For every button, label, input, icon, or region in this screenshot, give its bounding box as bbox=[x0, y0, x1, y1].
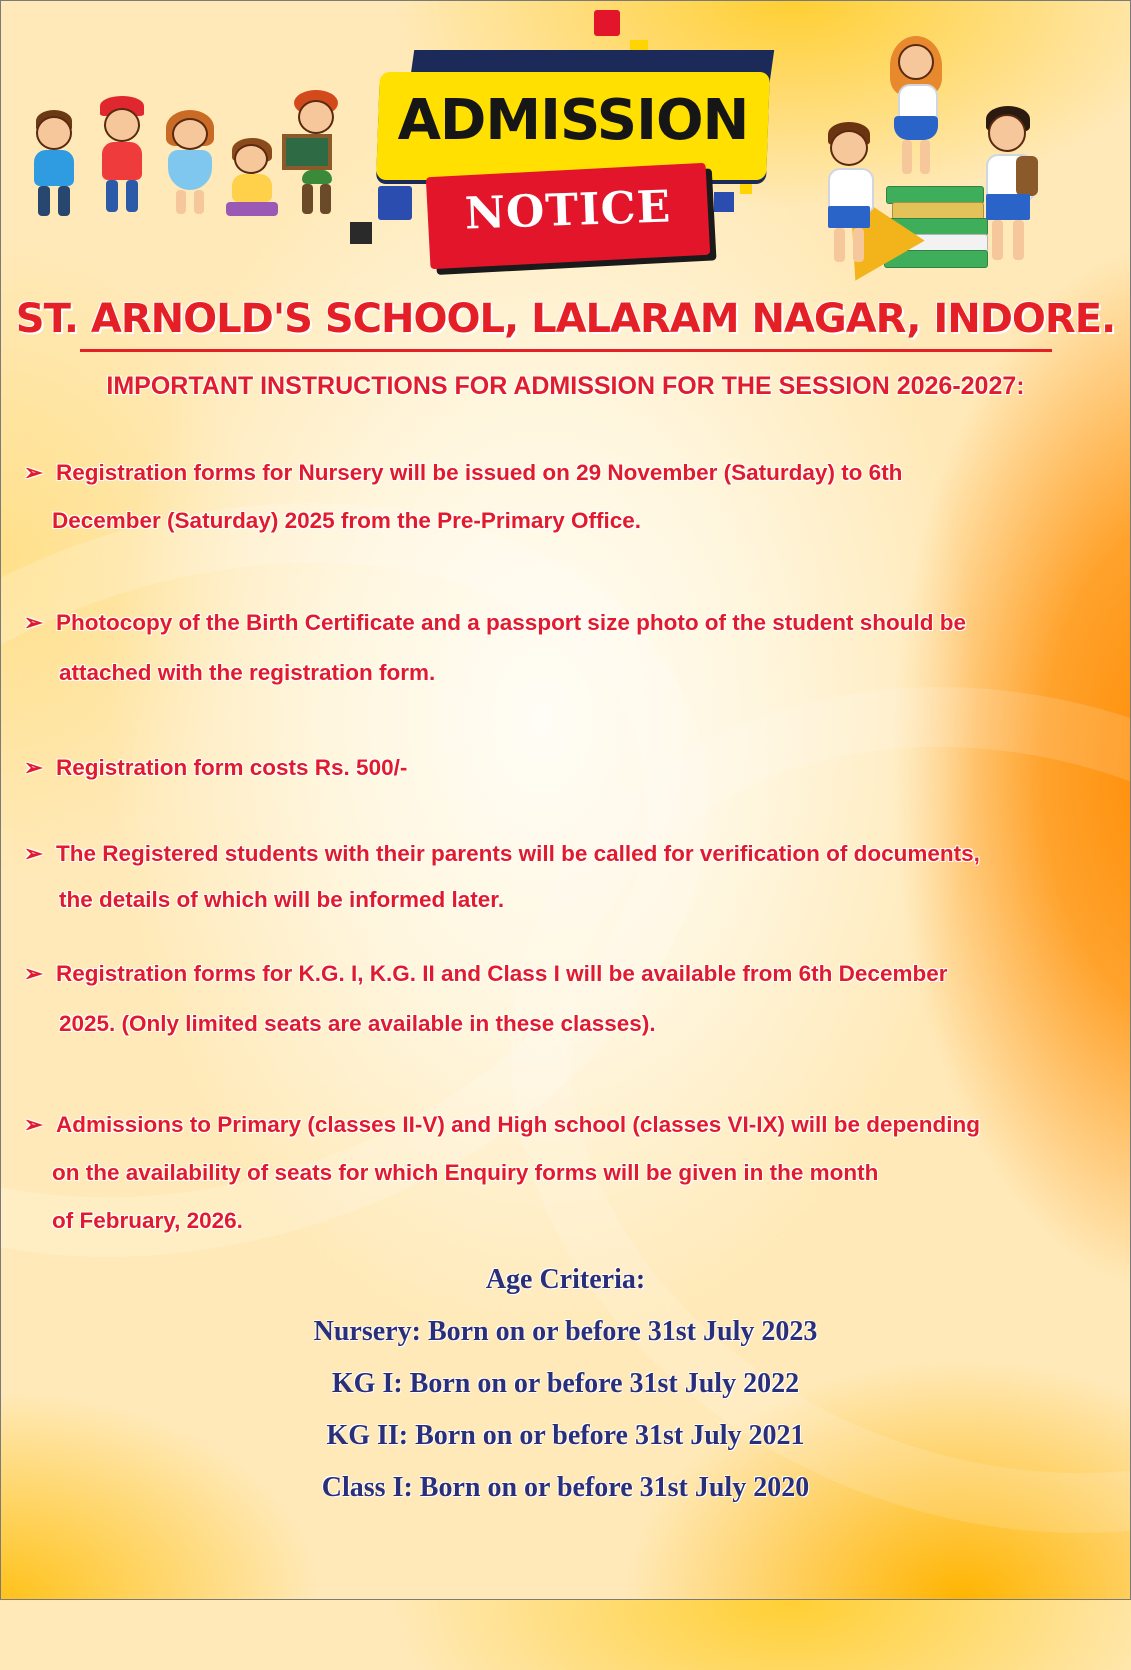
item-text: The Registered students with their parents will be called for verification of documents, bbox=[56, 841, 980, 866]
school-name: ST. ARNOLD'S SCHOOL, LALARAM NAGAR, INDORE. bbox=[15, 296, 1116, 342]
decor-square bbox=[714, 192, 734, 212]
decor-square bbox=[740, 182, 752, 194]
age-criteria-row: KG II: Born on or before 31st July 2021 bbox=[326, 1420, 805, 1451]
item-text: Registration forms for Nursery will be issued on 29 November (Saturday) to 6th bbox=[56, 460, 903, 485]
age-criteria-heading: Age Criteria: bbox=[485, 1264, 646, 1295]
bullet-arrow-icon: ➢ bbox=[24, 841, 43, 866]
kids-group-icon bbox=[20, 90, 350, 230]
instruction-item bbox=[24, 831, 1114, 923]
decor-square bbox=[378, 186, 412, 220]
instruction-item bbox=[24, 449, 1114, 545]
bullet-arrow-icon: ➢ bbox=[24, 755, 43, 780]
instruction-item bbox=[24, 1101, 1114, 1245]
bullet-arrow-icon: ➢ bbox=[24, 460, 43, 485]
decor-square bbox=[594, 10, 620, 36]
item-text: of February, 2026. bbox=[52, 1208, 243, 1233]
age-criteria-row: Nursery: Born on or before 31st July 2023 bbox=[313, 1316, 818, 1347]
badge-subtitle: NOTICE bbox=[463, 181, 673, 240]
students-with-books-icon bbox=[820, 36, 1070, 276]
age-criteria-row: Class I: Born on or before 31st July 2020 bbox=[321, 1472, 810, 1503]
item-text: Admissions to Primary (classes II-V) and High school (classes VI-IX) will be depending bbox=[56, 1112, 980, 1137]
item-text: attached with the registration form. bbox=[59, 660, 436, 685]
item-text: Registration forms for K.G. I, K.G. II and Class I will be available from 6th December bbox=[56, 961, 948, 986]
item-text: on the availability of seats for which Enquiry forms will be given in the month bbox=[52, 1160, 879, 1185]
item-text: Photocopy of the Birth Certificate and a passport size photo of the student should be bbox=[56, 610, 967, 635]
instruction-item bbox=[24, 744, 1114, 792]
instruction-item bbox=[24, 598, 1114, 698]
bullet-arrow-icon: ➢ bbox=[24, 1112, 43, 1137]
badge-title: ADMISSION bbox=[397, 88, 749, 153]
bullet-arrow-icon: ➢ bbox=[24, 610, 43, 635]
item-text: the details of which will be informed later. bbox=[59, 887, 505, 912]
item-text: 2025. (Only limited seats are available in these classes). bbox=[59, 1011, 656, 1036]
admission-notice-badge bbox=[356, 10, 776, 270]
item-text: Registration form costs Rs. 500/- bbox=[56, 755, 408, 780]
instructions-heading: IMPORTANT INSTRUCTIONS FOR ADMISSION FOR THE SESSION 2026-2027: bbox=[106, 372, 1025, 400]
decor-square bbox=[350, 222, 372, 244]
instruction-item bbox=[24, 949, 1114, 1049]
age-criteria-row: KG I: Born on or before 31st July 2022 bbox=[331, 1368, 800, 1399]
item-text: December (Saturday) 2025 from the Pre-Primary Office. bbox=[52, 508, 641, 533]
bullet-arrow-icon: ➢ bbox=[24, 961, 43, 986]
school-name-underline bbox=[80, 349, 1052, 352]
